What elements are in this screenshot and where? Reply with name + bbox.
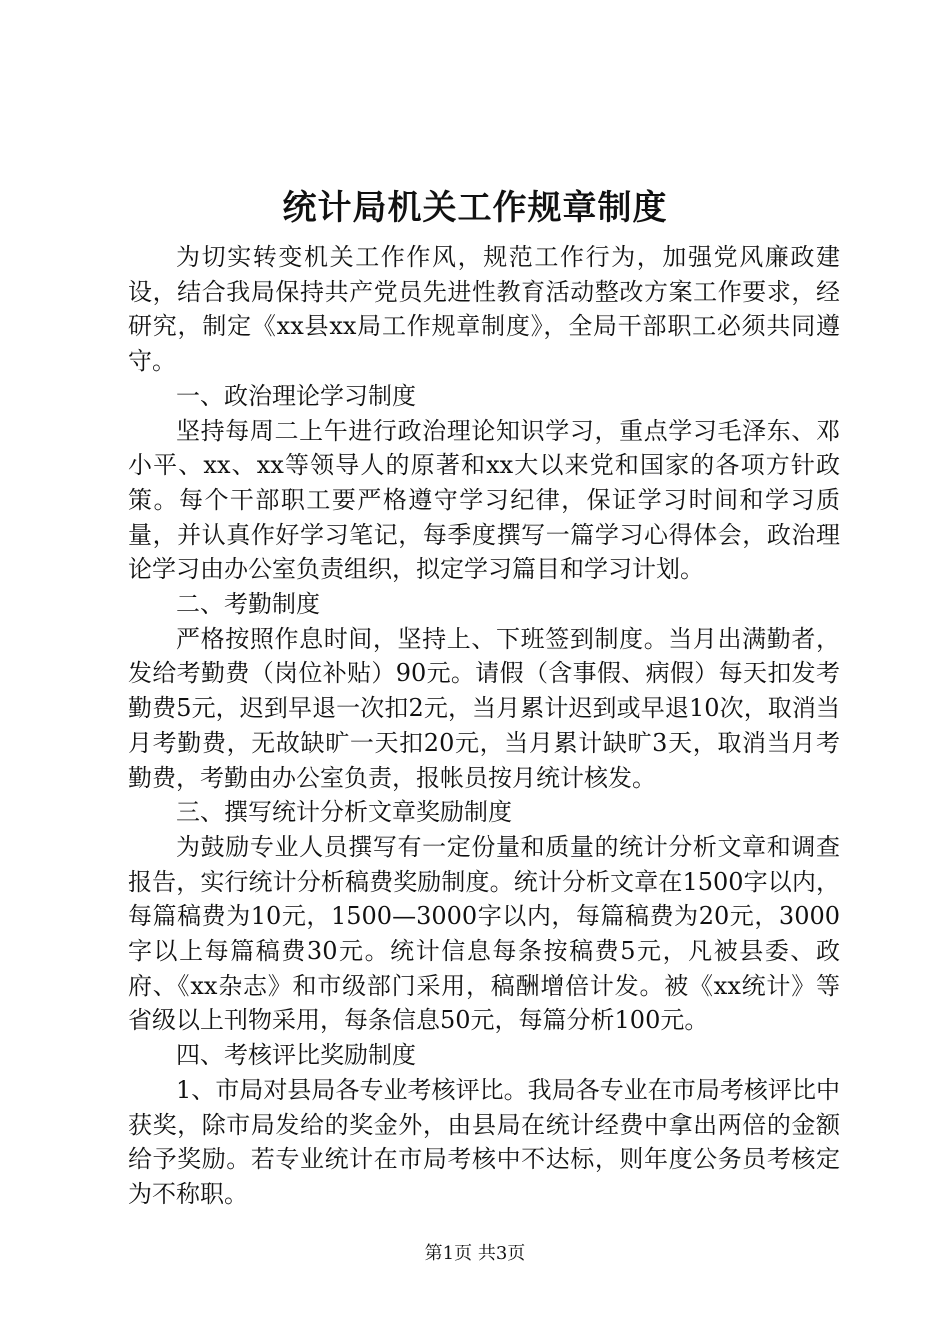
section-heading-3: 三、撰写统计分析文章奖励制度 [176, 798, 512, 827]
section-body-3: 为鼓励专业人员撰写有一定份量和质量的统计分析文章和调查报告，实行统计分析稿费奖励制度。统计分析文章在1500字以内，每篇稿费为10元，1500—3000字以内，每篇稿费为20元，3000字以上每篇稿费30元。统计信息每条按稿费5元，凡被县委、政府、《xx杂志》和市级部门采用，稿酬增倍计发。被《xx统计》等省级以上刊物采用，每条信息50元，每篇分析100元。 [128, 832, 840, 1035]
intro-paragraph: 为切实转变机关工作作风，规范工作行为，加强党风廉政建设，结合我局保持共产党员先进性教育活动整改方案工作要求，经研究，制定《xx县xx局工作规章制度》，全局干部职工必须共同遵守。 [128, 243, 840, 376]
section-heading-4: 四、考核评比奖励制度 [176, 1041, 416, 1070]
document-body [128, 240, 840, 1212]
section-body-2: 严格按照作息时间，坚持上、下班签到制度。当月出满勤者，发给考勤费（岗位补贴）90元。请假（含事假、病假）每天扣发考勤费5元，迟到早退一次扣2元，当月累计迟到或早退10次，取消当月考勤费，无故缺旷一天扣20元，当月累计缺旷3天，取消当月考勤费，考勤由办公室负责，报帐员按月统计核发。 [128, 624, 840, 792]
section-heading-1: 一、政治理论学习制度 [176, 381, 416, 410]
section-body-1: 坚持每周二上午进行政治理论知识学习，重点学习毛泽东、邓小平、xx、xx等领导人的原著和xx大以来党和国家的各项方针政策。每个干部职工要严格遵守学习纪律，保证学习时间和学习质量，并认真作好学习笔记，每季度撰写一篇学习心得体会，政治理论学习由办公室负责组织，拟定学习篇目和学习计划。 [128, 416, 840, 584]
page-number-footer: 第1页 共3页 [424, 1243, 526, 1264]
section-body-4: 1、市局对县局各专业考核评比。我局各专业在市局考核评比中获奖，除市局发给的奖金外，由县局在统计经费中拿出两倍的金额给予奖励。若专业统计在市局考核中不达标，则年度公务员考核定为不称职。 [128, 1075, 840, 1208]
section-heading-2: 二、考勤制度 [176, 590, 320, 619]
document-title: 统计局机关工作规章制度 [282, 188, 668, 228]
